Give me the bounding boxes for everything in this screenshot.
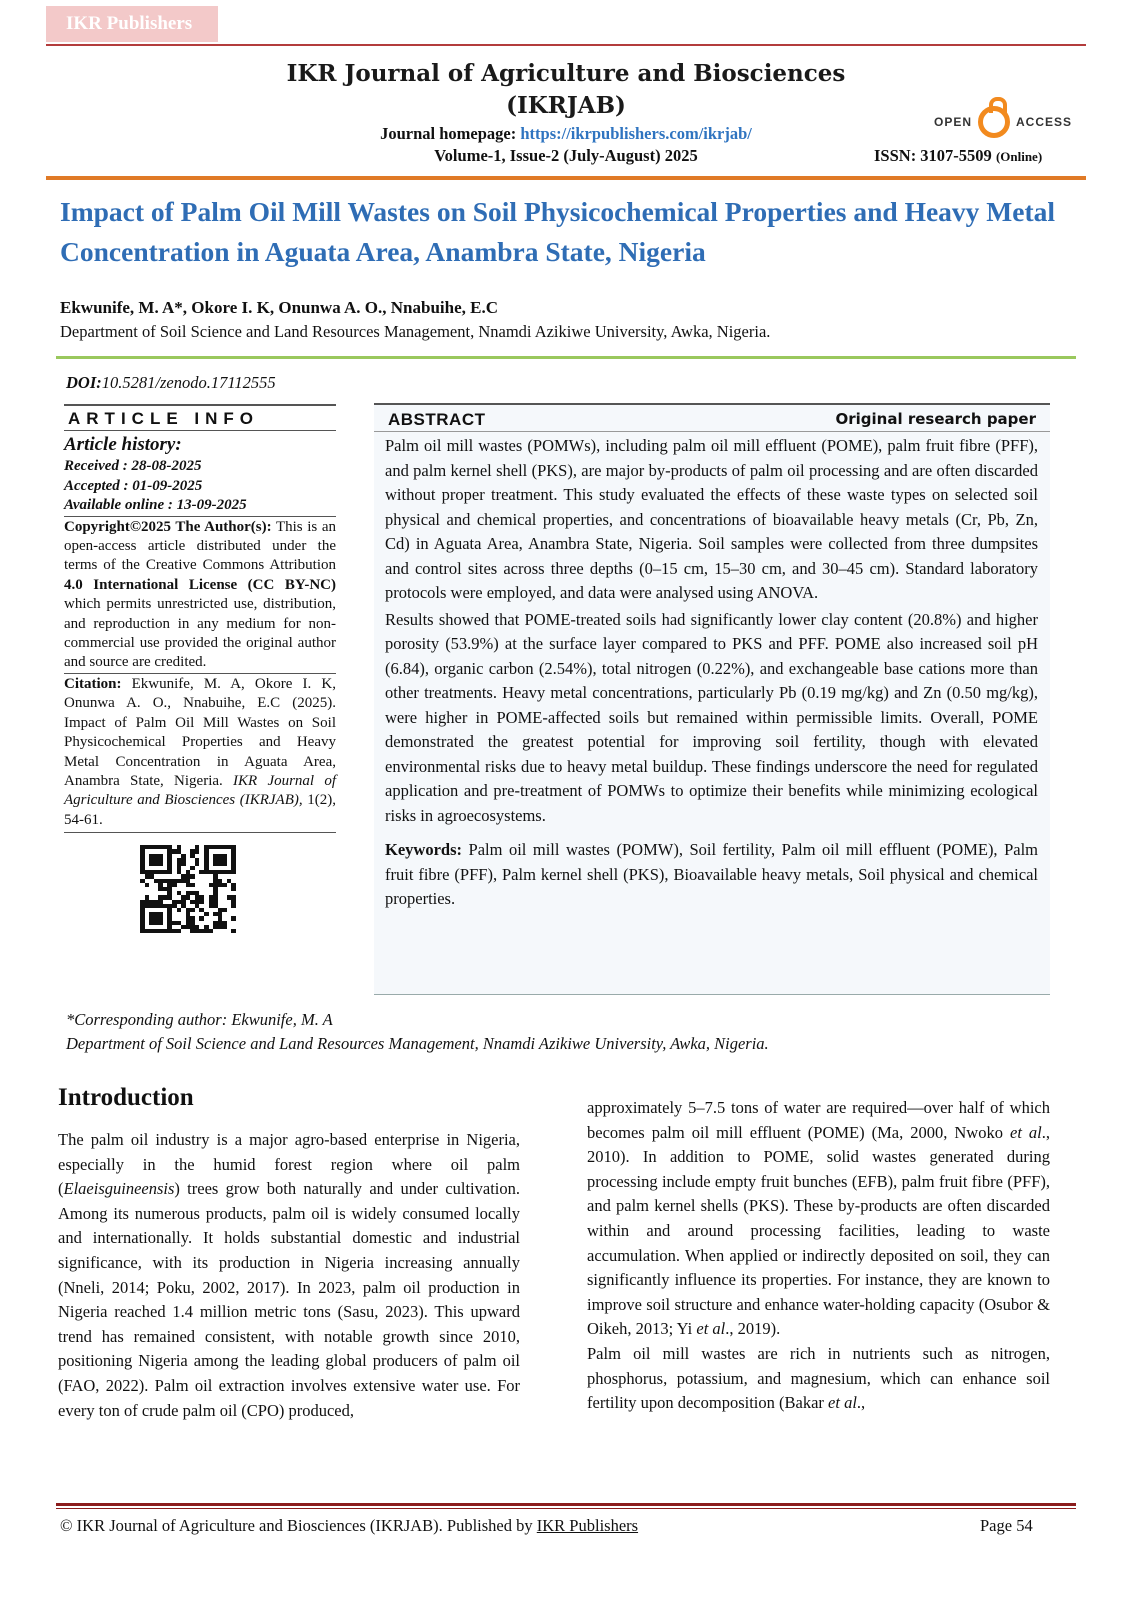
- citation-pages: 1(2), 54-61.: [64, 792, 337, 828]
- license-name[interactable]: 4.0 International License (CC BY-NC): [64, 576, 336, 593]
- article-info-bottom-rule: [64, 832, 336, 833]
- abstract-paragraph-2: Results showed that POME-treated soils had significantly lower clay content (20.8%) and higher porosity (53.9%) at the surface layer compared to PKS and PFF. POME also increased soil pH (6.84), organic carbon (2.54%), total nitrogen (0.22%), and exchangeable base cations more than other treatments. Heavy metal concentrations, particularly Pb (0.19 mg/kg) and Zn (0.50 mg/kg), were higher in POME-affected soils but remained within permissible limits. Overall, POME demonstrated the greatest potential for improving soil fertility, though with elevated environmental risks due to heavy metal buildup. These findings underscore the need for regulated application and pre-treatment of POMWs to optimize their benefits while minimizing ecological risks in agroecosystems.: [385, 609, 1038, 825]
- citation-label: Citation:: [64, 675, 122, 692]
- issn-suffix: (Online): [995, 149, 1043, 164]
- green-divider: [56, 356, 1076, 359]
- corresponding-author: *Corresponding author: Ekwunife, M. A: [66, 1010, 333, 1029]
- doi: [66, 373, 276, 393]
- header-rule: [46, 44, 1086, 46]
- et-al: et al: [828, 1393, 857, 1413]
- intro-right-text-2b: .,: [856, 1393, 866, 1413]
- abstract-header: [374, 405, 1050, 431]
- copyright-text-1: This is an open-access article distributed under the terms of the Creative Commons Attribution: [64, 518, 336, 574]
- species-name: Elaeisguineensis: [63, 1179, 175, 1199]
- paper-title: Impact of Palm Oil Mill Wastes on Soil Physicochemical Properties and Heavy Metal Concentration in Aguata Area, Anambra State, Nigeria: [60, 196, 1055, 267]
- introduction-heading: Introduction: [58, 1084, 194, 1111]
- intro-right-text-2a: Palm oil mill wastes are rich in nutrients such as nitrogen, phosphorus, potassium, and magnesium, which can enhance soil fertility upon decomposition (Bakar: [587, 1343, 1050, 1413]
- corresponding-author-note: [66, 1008, 769, 1056]
- abstract-heading: ABSTRACT: [388, 410, 486, 429]
- intro-left-text-1: The palm oil industry is a major agro-based enterprise in Nigeria, especially in the humid forest region where oil palm (: [58, 1130, 520, 1199]
- homepage-link[interactable]: https://ikrpublishers.com/ikrjab/: [520, 124, 752, 143]
- qr-code[interactable]: [140, 845, 236, 933]
- article-info-panel: [64, 404, 336, 933]
- issn: [874, 146, 1042, 166]
- corresponding-affiliation: Department of Soil Science and Land Resources Management, Nnamdi Azikiwe University, Awka, Nigeria.: [66, 1034, 769, 1053]
- open-access-word: OPEN: [934, 115, 973, 129]
- open-lock-icon: [978, 106, 1010, 138]
- page-number: Page 54: [980, 1516, 1033, 1535]
- et-al: et al: [1010, 1122, 1042, 1142]
- keywords-list: Palm oil mill wastes (POMW), Soil fertility, Palm oil mill effluent (POME), Palm fruit fibre (PFF), Palm kernel shell (PKS), Bioavailable heavy metals, Soil physical and chemical properties.: [385, 840, 1038, 908]
- copyright-text-2: which permits unrestricted use, distribution, and reproduction in any medium for non-commercial use provided the original author and source are credited.: [64, 596, 336, 671]
- author-affiliation: Department of Soil Science and Land Resources Management, Nnamdi Azikiwe University, Awka, Nigeria.: [60, 322, 771, 341]
- received-date: Received : 28-08-2025: [64, 458, 202, 475]
- doi-value[interactable]: 10.5281/zenodo.17112555: [101, 373, 276, 392]
- citation-section: [64, 673, 336, 830]
- copyright-section: [64, 516, 336, 673]
- intro-right-paragraph-1: [587, 1096, 1050, 1342]
- intro-right-text-1b: ., 2010). In addition to POME, solid wastes generated during processing include empty fruit bunches (EFB), palm fruit fibre (PFF), and palm kernel shells (PKS). These by-products are often discarded within and around processing facilities, leading to waste accumulation. When applied or indirectly deposited on soil, they can significantly influence its properties. For instance, they are known to improve soil structure and enhance water-holding capacity (Osubor & Oikeh, 2013; Yi: [587, 1122, 1051, 1339]
- introduction-right-column: [587, 1096, 1050, 1416]
- footer-rule-thin: [56, 1508, 1076, 1509]
- volume-issue: Volume-1, Issue-2 (July-August) 2025: [434, 146, 698, 165]
- journal-title: IKR Journal of Agriculture and Biosciences (IKRJAB): [286, 60, 846, 119]
- intro-right-text-1c: ., 2019).: [725, 1319, 781, 1339]
- citation-text: Ekwunife, M. A, Okore I. K, Onunwa A. O., Nnabuihe, E.C (2025). Impact of Palm Oil Mill Wastes on Soil Physicochemical Properties and Heavy Metal Concentration in Aguata Area, Anambra State, Nigeria.: [64, 675, 336, 789]
- copyright-label: Copyright©2025 The Author(s):: [64, 518, 272, 535]
- abstract-panel: [374, 403, 1050, 995]
- intro-right-text-1a: approximately 5–7.5 tons of water are required—over half of which becomes palm oil mill effluent (POME) (Ma, 2000, Nwoko: [587, 1098, 1050, 1142]
- abstract-paragraph-1: Palm oil mill wastes (POMWs), including palm oil mill effluent (POME), palm fruit fibre (PFF), and palm kernel shell (PKS), are major by-products of palm oil processing and are often discarded without proper treatment. This study evaluated the effects of these waste types on selected soil physical and chemical properties, and concentrations of bioavailable heavy metals (Cr, Pb, Zn, Cd) in Aguata Area, Anambra State, Nigeria. Soil samples were collected from three dumpsites and control sites across three depths (0–15 cm, 15–30 cm, and 30–45 cm). Standard laboratory protocols were employed, and data were analysed using ANOVA.: [385, 436, 1038, 602]
- et-al: et al: [696, 1319, 726, 1339]
- publisher-tab[interactable]: IKR Publishers: [46, 6, 218, 42]
- keywords-label: Keywords:: [385, 840, 462, 859]
- author-list: Ekwunife, M. A*, Okore I. K, Onunwa A. O., Nnabuihe, E.C: [60, 298, 498, 317]
- intro-left-text-2: ) trees grow both naturally and under cultivation. Among its numerous products, palm oil is widely consumed locally and internationally. It holds substantial domestic and industrial significance, with its production in Nigeria increasing annually (Nneli, 2014; Poku, 2002, 2017). In 2023, palm oil production in Nigeria reached 1.4 million metric tons (Sasu, 2023). This upward trend has remained consistent, with notable growth since 2010, positioning Nigeria among the leading global producers of palm oil (FAO, 2022). Palm oil extraction involves extensive water use. For every ton of crude palm oil (CPO) produced,: [58, 1179, 520, 1420]
- orange-divider: [46, 176, 1086, 180]
- access-word: ACCESS: [1016, 115, 1073, 129]
- introduction-left-column: [58, 1128, 520, 1423]
- citation-journal: IKR Journal of Agriculture and Biosciences (IKRJAB),: [64, 772, 337, 809]
- history-title: Article history:: [64, 434, 182, 456]
- footer-text: © IKR Journal of Agriculture and Biosciences (IKRJAB). Published by: [60, 1516, 533, 1535]
- footer-rule: [56, 1503, 1076, 1506]
- intro-right-paragraph-2: [587, 1342, 1050, 1416]
- available-date: Available online : 13-09-2025: [64, 497, 247, 514]
- article-info-heading: ARTICLE INFO: [64, 404, 336, 431]
- paper-type-label: Original research paper: [835, 410, 1036, 428]
- open-access-logo: [934, 106, 1072, 138]
- footer-copyright: [60, 1516, 638, 1536]
- homepage-label: Journal homepage:: [380, 124, 517, 143]
- publisher-link[interactable]: IKR Publishers: [536, 1516, 639, 1535]
- keywords: [374, 828, 1050, 912]
- doi-label: DOI:: [66, 373, 102, 392]
- accepted-date: Accepted : 01-09-2025: [64, 477, 203, 494]
- journal-homepage: [256, 124, 876, 144]
- issn-number: ISSN: 3107-5509: [874, 146, 992, 165]
